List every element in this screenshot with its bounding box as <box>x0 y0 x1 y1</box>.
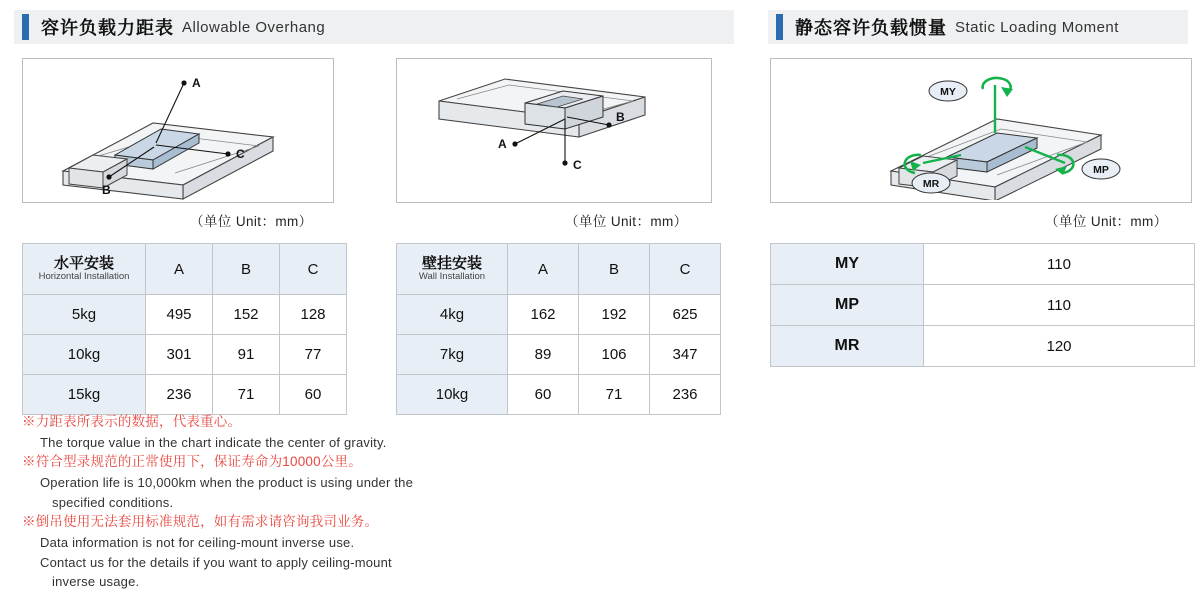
figure-label-C: C <box>236 147 245 161</box>
cell-b: 71 <box>213 375 280 415</box>
table-row <box>771 285 1195 326</box>
row-label-mp: MP <box>771 285 924 326</box>
figure-static-loading-moment <box>770 58 1192 203</box>
table-row <box>397 335 721 375</box>
row-label-my: MY <box>771 244 924 285</box>
diagram-moment-axes <box>771 59 1189 200</box>
table-row <box>397 295 721 335</box>
table-header-col-b: B <box>579 244 650 295</box>
unit-caption-fig1: （单位 Unit：mm） <box>190 214 313 229</box>
row-label: 10kg <box>397 375 508 415</box>
cell-a: 60 <box>508 375 579 415</box>
cell-c: 60 <box>280 375 347 415</box>
table-row <box>397 375 721 415</box>
cell-b: 152 <box>213 295 280 335</box>
row-label: 10kg <box>23 335 146 375</box>
figure-label-MR: MR <box>922 178 940 190</box>
cell-a: 89 <box>508 335 579 375</box>
row-label: 5kg <box>23 295 146 335</box>
section-title-en: Static Loading Moment <box>955 18 1119 36</box>
table-header-col-b: B <box>213 244 280 295</box>
table-row <box>771 326 1195 367</box>
unit-caption-fig3: （单位 Unit：mm） <box>1045 214 1168 229</box>
cell-c: 128 <box>280 295 347 335</box>
section-title-cn: 静态容许负载惯量 <box>795 18 947 38</box>
cell-b: 71 <box>579 375 650 415</box>
note-line: ※符合型录规范的正常使用下，保证寿命为10000公里。 <box>22 454 362 470</box>
figure-label-A: A <box>192 76 201 90</box>
figure-label-MP: MP <box>1093 164 1109 176</box>
figure-label-MY: MY <box>940 86 956 98</box>
notes-block <box>22 412 542 592</box>
accent-bar <box>776 14 783 40</box>
note-line: ※倒吊使用无法套用标准规范，如有需求请咨询我司业务。 <box>22 514 379 530</box>
section-header-allowable-overhang <box>14 10 734 44</box>
table-header-col-a: A <box>508 244 579 295</box>
note-line: Contact us for the details if you want to apply ceiling-mount <box>40 554 392 570</box>
table-static-loading-moment <box>770 243 1195 367</box>
row-label-mr: MR <box>771 326 924 367</box>
table-row <box>771 244 1195 285</box>
cell-c: 625 <box>650 295 721 335</box>
cell-mr-value: 120 <box>924 326 1195 367</box>
figure-label-A: A <box>498 137 507 151</box>
table-row <box>23 335 347 375</box>
note-line: ※力距表所表示的数据，代表重心。 <box>22 414 242 429</box>
note-line: Operation life is 10,000km when the product is using under the <box>40 475 414 491</box>
row-label: 15kg <box>23 375 146 415</box>
figure-horizontal-installation <box>22 58 334 203</box>
diagram-wall-axis <box>397 59 709 200</box>
figure-label-C: C <box>573 158 582 172</box>
note-line: specified conditions. <box>52 494 174 510</box>
diagram-horizontal-axis <box>23 59 331 200</box>
cell-mp-value: 110 <box>924 285 1195 326</box>
cell-a: 301 <box>146 335 213 375</box>
table-header-install-type: 壁挂安装 Wall Installation <box>397 244 508 295</box>
section-title-cn: 容许负载力距表 <box>41 18 174 38</box>
table-header-col-c: C <box>280 244 347 295</box>
cell-my-value: 110 <box>924 244 1195 285</box>
cell-c: 347 <box>650 335 721 375</box>
table-header-col-c: C <box>650 244 721 295</box>
figure-label-B: B <box>102 183 111 197</box>
note-line: The torque value in the chart indicate the center of gravity. <box>40 434 387 450</box>
section-header-static-loading-moment <box>768 10 1188 44</box>
cell-c: 236 <box>650 375 721 415</box>
section-title-en: Allowable Overhang <box>182 18 326 36</box>
table-header-col-a: A <box>146 244 213 295</box>
note-line: inverse usage. <box>52 574 140 590</box>
row-label: 4kg <box>397 295 508 335</box>
cell-b: 192 <box>579 295 650 335</box>
table-horizontal-installation <box>22 243 347 415</box>
table-wall-installation <box>396 243 721 415</box>
cell-a: 236 <box>146 375 213 415</box>
table-row <box>23 295 347 335</box>
cell-b: 91 <box>213 335 280 375</box>
note-line: Data information is not for ceiling-mount inverse use. <box>40 535 355 551</box>
row-label: 7kg <box>397 335 508 375</box>
table-row <box>23 375 347 415</box>
cell-b: 106 <box>579 335 650 375</box>
cell-a: 495 <box>146 295 213 335</box>
cell-a: 162 <box>508 295 579 335</box>
cell-c: 77 <box>280 335 347 375</box>
figure-label-B: B <box>616 110 625 124</box>
accent-bar <box>22 14 29 40</box>
figure-wall-installation <box>396 58 712 203</box>
table-header-row <box>23 244 347 295</box>
unit-caption-fig2: （单位 Unit：mm） <box>565 214 688 229</box>
table-header-row <box>397 244 721 295</box>
table-header-install-type: 水平安装 Horizontal Installation <box>23 244 146 295</box>
